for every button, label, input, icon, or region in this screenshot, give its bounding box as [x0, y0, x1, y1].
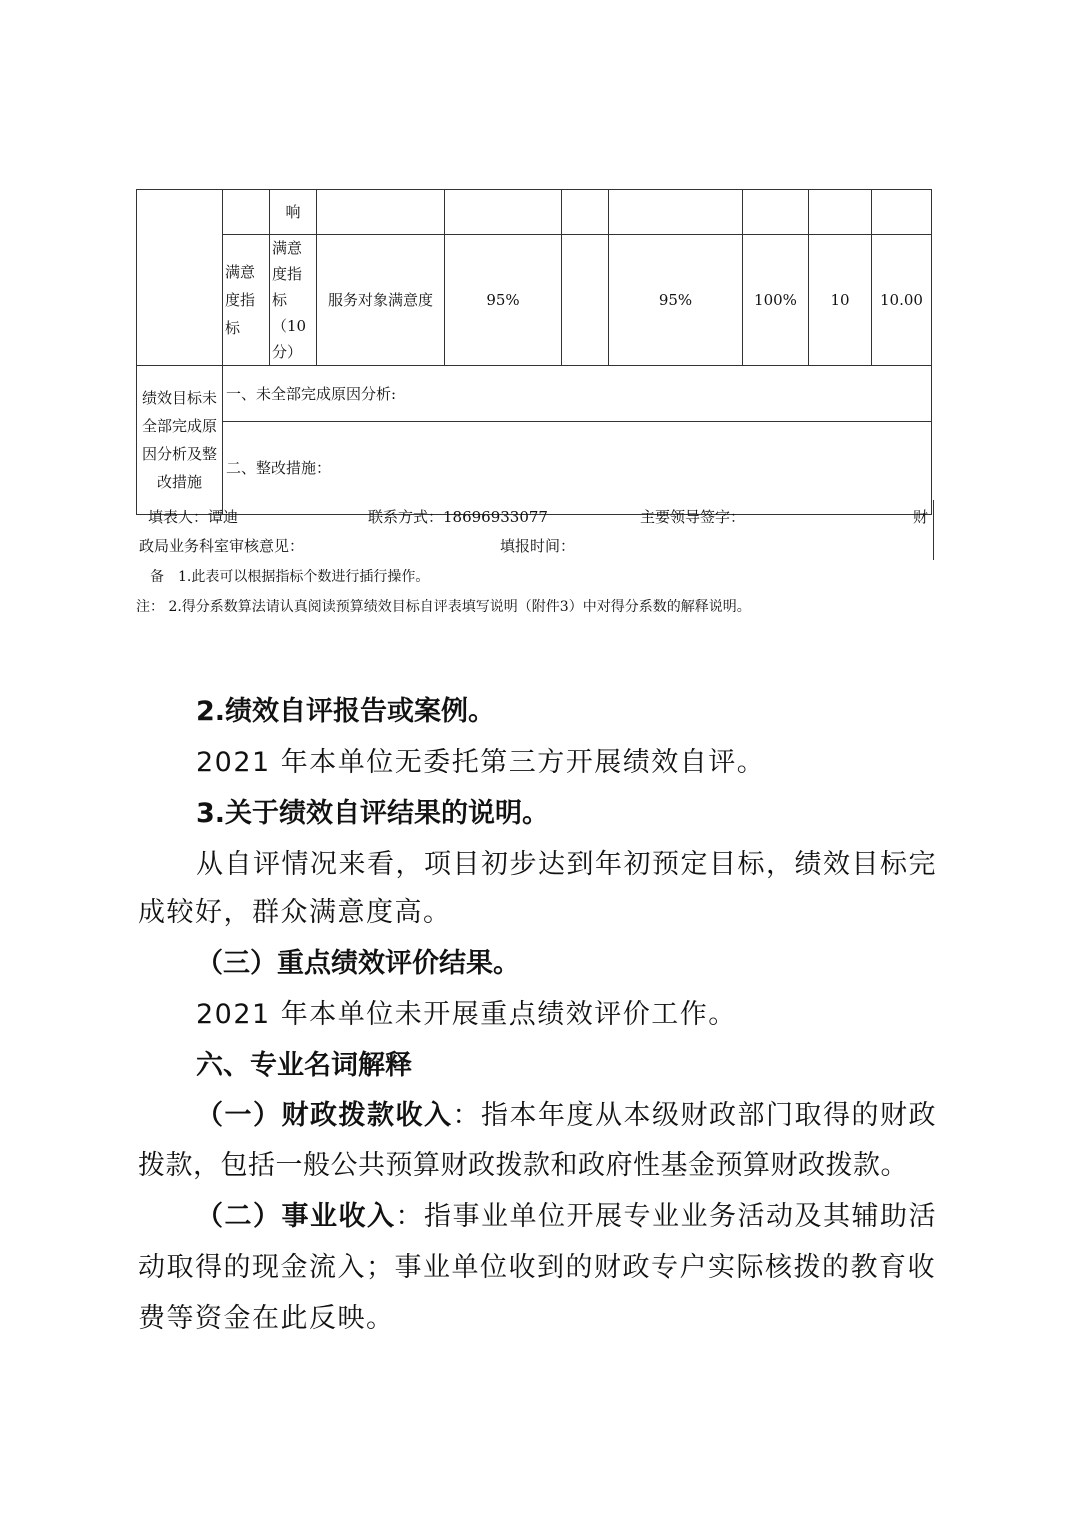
fill-time: 填报时间： — [500, 537, 576, 555]
heading-glossary: 六、专业名词解释 — [196, 1050, 412, 1081]
table-cell — [317, 190, 445, 235]
term-label: （一）财政拨款收入 — [196, 1100, 453, 1131]
heading-self-eval-report: 2.绩效自评报告或案例。 — [196, 696, 496, 727]
glossary-term-2 — [196, 1197, 937, 1237]
performance-table — [136, 189, 932, 515]
weight-score: 10 — [809, 235, 872, 366]
table-cell — [743, 190, 809, 235]
table-cell — [809, 190, 872, 235]
contact-info: 联系方式：18696933077 — [368, 508, 548, 526]
term-definition: ：指事业单位开展专业业务活动及其辅助活 — [395, 1201, 937, 1232]
note-line-2: 注： 2.得分系数算法请认真阅读预算绩效目标自评表填写说明（附件3）中对得分系数的解释说明。 — [136, 599, 751, 615]
table-row — [137, 190, 932, 235]
table-cell — [223, 190, 270, 235]
paragraph: 2021 年本单位无委托第三方开展绩效自评。 — [196, 747, 766, 778]
table-row — [137, 422, 932, 515]
table-cell — [562, 190, 609, 235]
rectification-measures: 二、整改措施： — [223, 422, 932, 515]
actual-value: 95% — [609, 235, 743, 366]
divider — [933, 500, 934, 560]
indicator-subcategory: 满意度指标（10分） — [270, 235, 317, 366]
leader-signature: 主要领导签字： — [640, 508, 746, 526]
term-definition: ：指本年度从本级财政部门取得的财政 — [452, 1100, 937, 1131]
note-line-1: 备 1.此表可以根据指标个数进行插行操作。 — [150, 569, 430, 585]
completion-rate: 100% — [743, 235, 809, 366]
table-cell — [445, 190, 562, 235]
finance-prefix: 财 — [913, 508, 929, 526]
heading-key-evaluation: （三）重点绩效评价结果。 — [196, 948, 520, 979]
term-label: （二）事业收入 — [196, 1201, 396, 1232]
finance-review: 政局业务科室审核意见： — [139, 537, 305, 555]
reason-analysis: 一、未全部完成原因分析: — [223, 366, 932, 422]
target-value: 95% — [445, 235, 562, 366]
paragraph: 费等资金在此反映。 — [138, 1303, 395, 1334]
filler-name: 填表人：谭迪 — [148, 508, 239, 526]
table-cell — [609, 190, 743, 235]
indicator-category: 满意度指标 — [223, 235, 270, 366]
paragraph: 动取得的现金流入；事业单位收到的财政专户实际核拨的教育收 — [138, 1252, 936, 1283]
paragraph: 成较好，群众满意度高。 — [138, 897, 452, 928]
paragraph: 拨款，包括一般公共预算财政拨款和政府性基金预算财政拨款。 — [138, 1150, 908, 1181]
table-cell — [137, 190, 223, 366]
table-row — [137, 235, 932, 366]
glossary-term-1 — [196, 1096, 937, 1136]
table-row — [137, 366, 932, 422]
paragraph: 从自评情况来看，项目初步达到年初预定目标，绩效目标完 — [196, 849, 937, 880]
analysis-label: 绩效目标未全部完成原因分析及整改措施 — [137, 366, 223, 515]
indicator-name: 服务对象满意度 — [317, 235, 445, 366]
final-score: 10.00 — [872, 235, 932, 366]
table-cell — [562, 235, 609, 366]
paragraph: 2021 年本单位未开展重点绩效评价工作。 — [196, 999, 737, 1030]
heading-result-note: 3.关于绩效自评结果的说明。 — [196, 798, 550, 829]
table-cell — [872, 190, 932, 235]
table-cell: 响 — [270, 190, 317, 235]
